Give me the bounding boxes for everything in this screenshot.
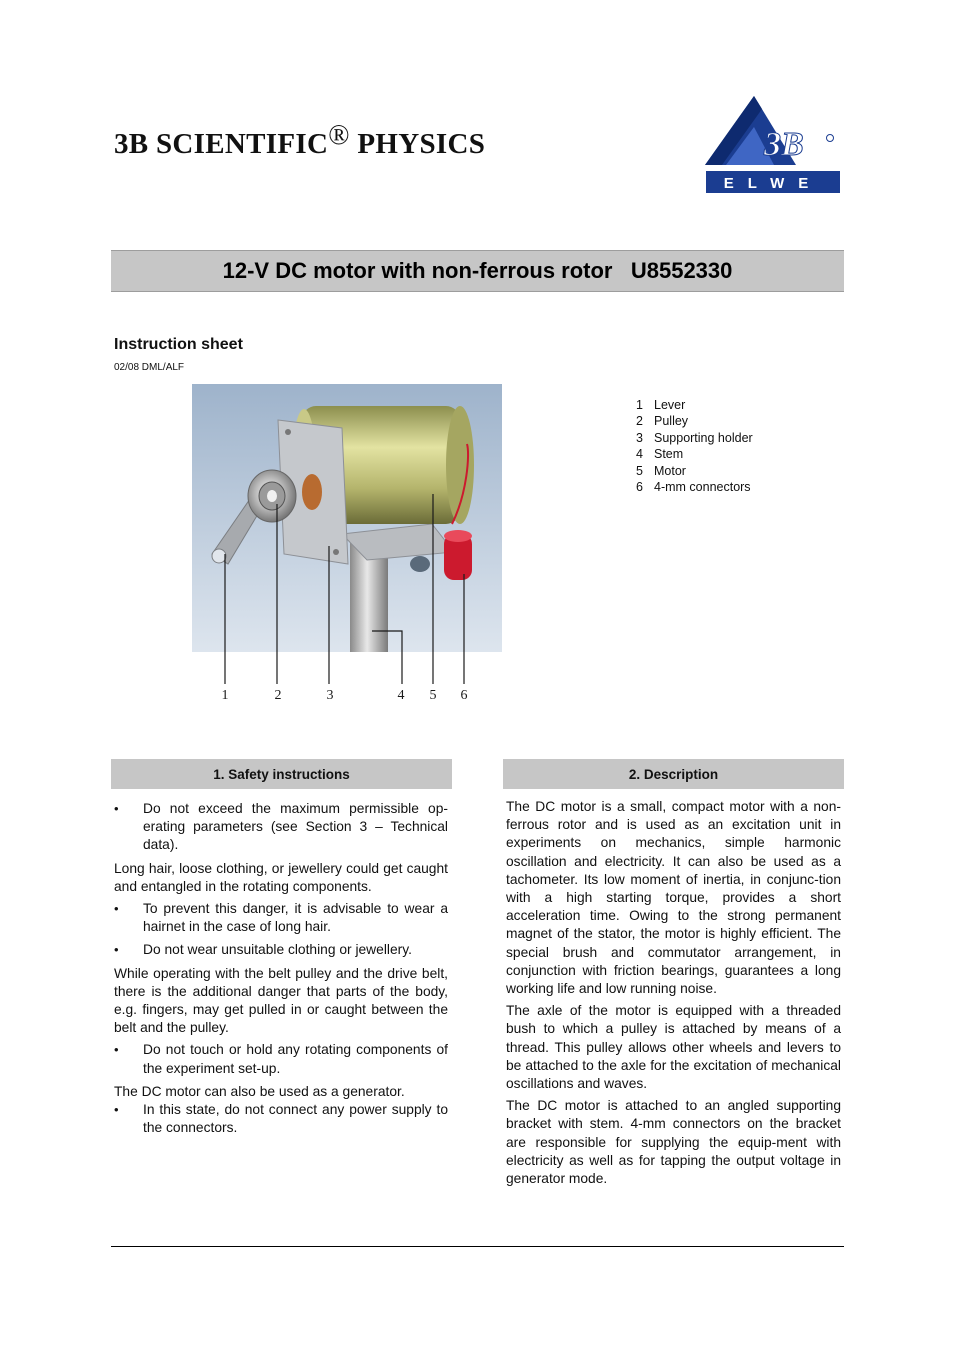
- product-title-bar: [111, 250, 844, 292]
- sheet-title: Instruction sheet: [114, 336, 243, 353]
- product-title: 12-V DC motor with non-ferrous rotor: [222, 258, 613, 283]
- callout-4: 4: [397, 688, 405, 703]
- footer-rule: [111, 1246, 844, 1247]
- bullet-item: • Do not touch or hold any rotating components of the experiment set-up.: [114, 1042, 448, 1076]
- product-photo: [192, 384, 502, 704]
- bullet-item: • Do not wear unsuitable clothing or jewellery.: [114, 942, 412, 958]
- parts-legend: [636, 397, 753, 495]
- brand-title: [114, 120, 486, 161]
- description-heading: 2. Description: [503, 759, 844, 789]
- description-paragraph: The axle of the motor is equipped with a threaded bush to which a pulley is attached by means of a thread. This pulley allows other wheels and levers to be attached to the axle for the excitation of mechanical oscillations and waves.: [506, 1003, 841, 1092]
- brand-name: 3B SCIENTIFIC: [114, 128, 329, 160]
- callout-3: 3: [326, 688, 334, 703]
- description-paragraph: The DC motor is a small, compact motor with a non-ferrous rotor and is used as an excitation unit in experiments on mechanics, simple harmonic oscillation and electricity. It can also be used as a tachometer. Its low moment of inertia, in conjunc-tion with a high starting torque, provides a short acceleration time. Owing to the strong permanent magnet of the stator, the motor is highly efficient. The special brush and commutator arrangement, in conjunction with friction bearings, guarantees a long working life and low running noise.: [506, 799, 841, 997]
- bullet-item: • To prevent this danger, it is advisable to wear a hairnet in the case of long hair.: [114, 901, 448, 935]
- product-code: U8552330: [630, 258, 733, 283]
- bullet-item: • Do not exceed the maximum permissible op-erating parameters (see Section 3 – Technical data).: [114, 801, 448, 853]
- sheet-code: 02/08 DML/ALF: [114, 362, 185, 373]
- brand-suffix: PHYSICS: [357, 128, 486, 160]
- legend-item: 2 Pulley: [636, 414, 689, 429]
- callout-5: 5: [429, 688, 437, 703]
- legend-item: 3 Supporting holder: [636, 430, 753, 445]
- logo-subtext: ELWE: [723, 175, 823, 192]
- callout-2: 2: [274, 688, 282, 703]
- description-paragraph: The DC motor is attached to an angled supporting bracket with stem. 4-mm connectors on the bracket are responsible for supplying the equip-ment with electricity as well as for tapping the output voltage in generator mode.: [506, 1098, 841, 1187]
- legend-item: 6 4-mm connectors: [636, 480, 751, 495]
- legend-item: 4 Stem: [636, 447, 684, 462]
- safety-paragraph: The DC motor can also be used as a generator.: [114, 1083, 405, 1099]
- registered-mark: ®: [328, 120, 350, 151]
- bullet-item: • In this state, do not connect any power supply to the connectors.: [114, 1102, 448, 1136]
- safety-section: [114, 800, 448, 1142]
- callout-6: 6: [460, 688, 468, 703]
- safety-paragraph: Long hair, loose clothing, or jewellery could get caught and entangled in the rotating components.: [114, 860, 448, 894]
- description-section: [506, 798, 841, 1192]
- logo-mark: 3B: [764, 126, 804, 163]
- legend-item: 1 Lever: [636, 398, 686, 412]
- callout-1: 1: [221, 688, 229, 703]
- legend-item: 5 Motor: [636, 463, 686, 478]
- safety-paragraph: While operating with the belt pulley and the drive belt, there is the additional danger that parts of the body, e.g. fingers, may get pulled in or caught between the belt and the pulley.: [114, 965, 448, 1036]
- safety-heading: 1. Safety instructions: [111, 759, 452, 789]
- company-logo: [704, 95, 842, 195]
